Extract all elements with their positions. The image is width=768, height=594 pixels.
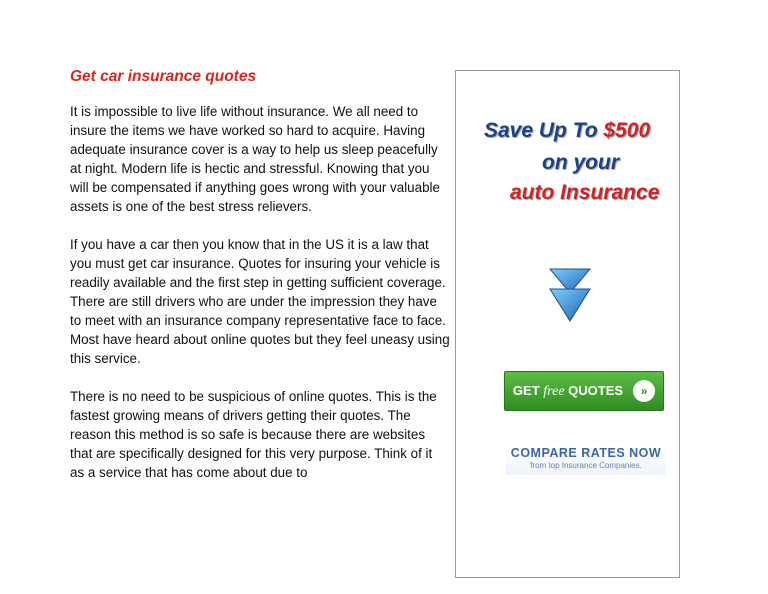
article-paragraph: It is impossible to live life without insurance. We all need to insure the items we have worked so hard to acquire. Having adequate insurance cover is a way to help us sleep peacefully at night. Modern life is hectic and stressful. Knowing that you will be compensated if anything goes wrong with your valuable assets is one of the best stress relievers. (70, 104, 440, 214)
get-free-quotes-button[interactable] (504, 371, 664, 411)
ad-headline-text: Save Up To (484, 119, 598, 142)
compare-rates-banner[interactable] (506, 445, 666, 475)
article-paragraph: There is no need to be suspicious of online quotes. This is the fastest growing means of drivers getting their quotes. The reason this method is so safe is because there are websites that are specifically designed for this very purpose. Think of it as a service that has come about due to (70, 389, 437, 480)
compare-rates-subtitle: from top Insurance Companies. (530, 461, 642, 470)
down-arrow-icon (544, 267, 596, 323)
button-quotes-label: QUOTES (568, 382, 624, 398)
ad-amount: $500 (603, 119, 651, 142)
article (70, 68, 450, 501)
ad-headline (484, 119, 650, 143)
double-chevron-right-icon: » (633, 380, 655, 402)
button-get-label: GET (512, 382, 540, 398)
ad-line-2: on your (542, 151, 619, 174)
button-free-label: free (543, 383, 565, 399)
insurance-ad-banner[interactable] (455, 70, 680, 578)
article-title: Get car insurance quotes (70, 68, 257, 85)
article-paragraph: If you have a car then you know that in the US it is a law that you must get car insurance. Quotes for insuring your vehicle is readily available and the first step in getting sufficient coverage. There are still drivers who are under the impression they have to meet with an insurance company representative face to face. Most have heard about online quotes but they feel uneasy using this service. (70, 237, 450, 366)
ad-line-3: auto Insurance (510, 181, 660, 204)
compare-rates-title: COMPARE RATES NOW (510, 446, 662, 460)
